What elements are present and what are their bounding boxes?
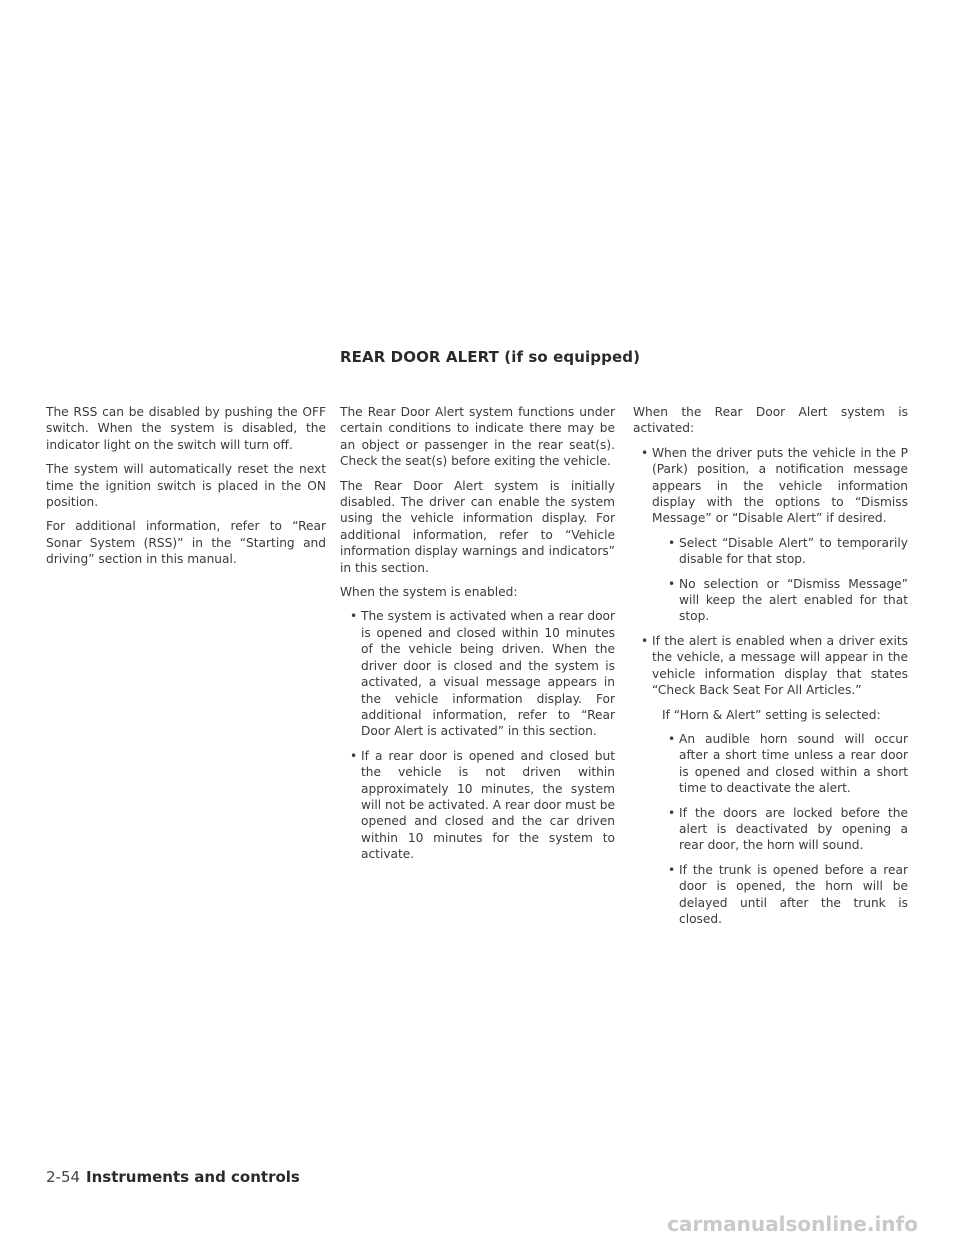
- section-title: REAR DOOR ALERT (if so equipped): [340, 348, 641, 366]
- list-item: • If a rear door is opened and closed but the vehicle is not driven within approximately 10 minutes, the system will not be activated. A rear door must be opened and closed and the car driven within 10 minutes for the system to activate.: [340, 748, 615, 863]
- paragraph: When the system is enabled:: [340, 585, 518, 600]
- column-middle: [340, 404, 615, 871]
- bullet-list: [340, 608, 615, 862]
- page-footer: [46, 1168, 300, 1186]
- sub-list-item: • An audible horn sound will occur after a short time unless a rear door is opened and closed within a short time to deactivate the alert.: [660, 731, 908, 797]
- column-right: [633, 404, 908, 935]
- paragraph: The Rear Door Alert system is initially disabled. The driver can enable the system using the vehicle information display. For additional information, refer to “Vehicle information display warnings and indicators” in this section.: [340, 478, 615, 575]
- sub-list-item: • No selection or “Dismiss Message” will keep the alert enabled for that stop.: [660, 576, 908, 625]
- paragraph: When the Rear Door Alert system is activated:: [633, 405, 908, 436]
- page-number: 2-54: [46, 1168, 81, 1186]
- list-item: [633, 633, 908, 928]
- chapter-title: Instruments and controls: [86, 1168, 300, 1186]
- sub-bullet-list: [652, 731, 908, 927]
- sub-list-item: • If the trunk is opened before a rear door is opened, the horn will be delayed until after the trunk is closed.: [660, 862, 908, 928]
- list-item-text: If the alert is enabled when a driver exits the vehicle, a message will appear in the vehicle information display that states “Check Back Seat For All Articles.”: [652, 633, 908, 698]
- list-item-text: When the driver puts the vehicle in the P (Park) position, a notification message appears in the vehicle information display with the options to “Dismiss Message” or “Disable Alert” if desired.: [652, 445, 908, 526]
- sub-list-item: • Select “Disable Alert” to temporarily disable for that stop.: [660, 535, 908, 568]
- list-item: [633, 445, 908, 625]
- paragraph: For additional information, refer to “Rear Sonar System (RSS)” in the “Starting and driving” section in this manual.: [46, 519, 326, 567]
- column-left: [46, 404, 326, 576]
- paragraph: The Rear Door Alert system functions under certain conditions to indicate there may be an object or passenger in the rear seat(s). Check the seat(s) before exiting the vehicle.: [340, 405, 615, 469]
- list-item: • The system is activated when a rear door is opened and closed within 10 minutes of the vehicle being driven. When the driver door is closed and the system is activated, a visual message appears in the vehicle information display. For additional information, refer to “Rear Door Alert is activated” in this section.: [340, 608, 615, 739]
- sub-heading: If “Horn & Alert” setting is selected:: [662, 707, 881, 722]
- bullet-list: [633, 445, 908, 928]
- paragraph: The system will automatically reset the next time the ignition switch is placed in the ON position.: [46, 462, 326, 510]
- watermark: carmanualsonline.info: [667, 1212, 918, 1236]
- sub-bullet-list: [652, 535, 908, 625]
- paragraph: The RSS can be disabled by pushing the OFF switch. When the system is disabled, the indicator light on the switch will turn off.: [46, 405, 326, 452]
- sub-list-item: • If the doors are locked before the alert is deactivated by opening a rear door, the horn will sound.: [660, 805, 908, 854]
